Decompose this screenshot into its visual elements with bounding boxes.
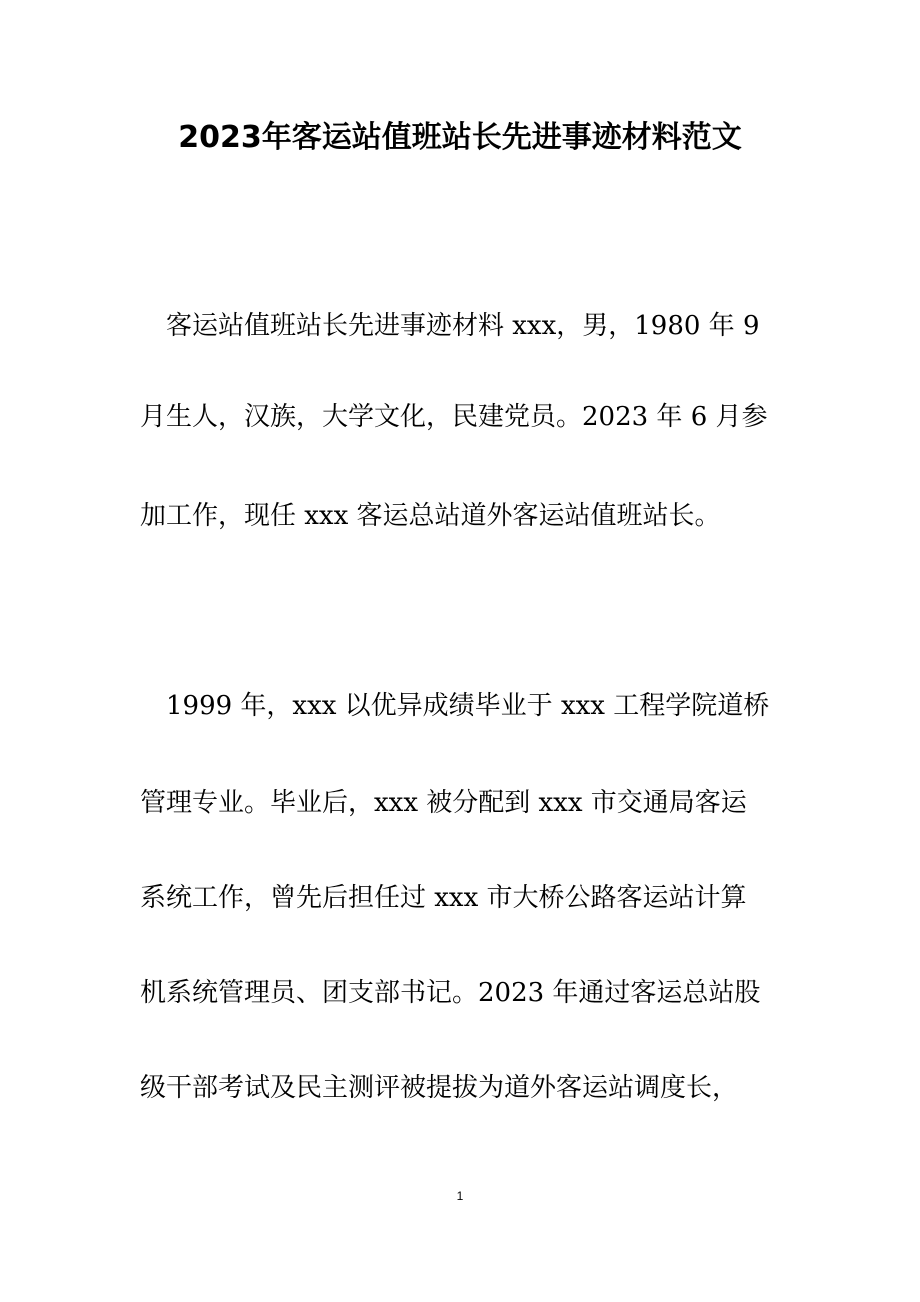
paragraph-line: 系统工作，曾先后担任过 xxx 市大桥公路客运站计算 [140,883,747,913]
paragraph-line: 月生人，汉族，大学文化，民建党员。2023 年 6 月参 [140,402,768,432]
paragraph-line: 管理专业。毕业后，xxx 被分配到 xxx 市交通局客运 [140,788,747,818]
document-title: 2023年客运站值班站长先进事迹材料范文 [178,120,742,155]
paragraph-line: 加工作，现任 xxx 客运总站道外客运站值班站长。 [140,501,721,531]
paragraph-line: 级干部考试及民主测评被提拔为道外客运站调度长， [140,1073,739,1103]
paragraph-line: 1999 年，xxx 以优异成绩毕业于 xxx 工程学院道桥 [140,691,770,721]
paragraph-line: 机系统管理员、团支部书记。2023 年通过客运总站股 [140,978,761,1008]
paragraph-line: 客运站值班站长先进事迹材料 xxx，男，1980 年 9 [140,311,760,341]
page-number: 1 [456,1189,464,1203]
